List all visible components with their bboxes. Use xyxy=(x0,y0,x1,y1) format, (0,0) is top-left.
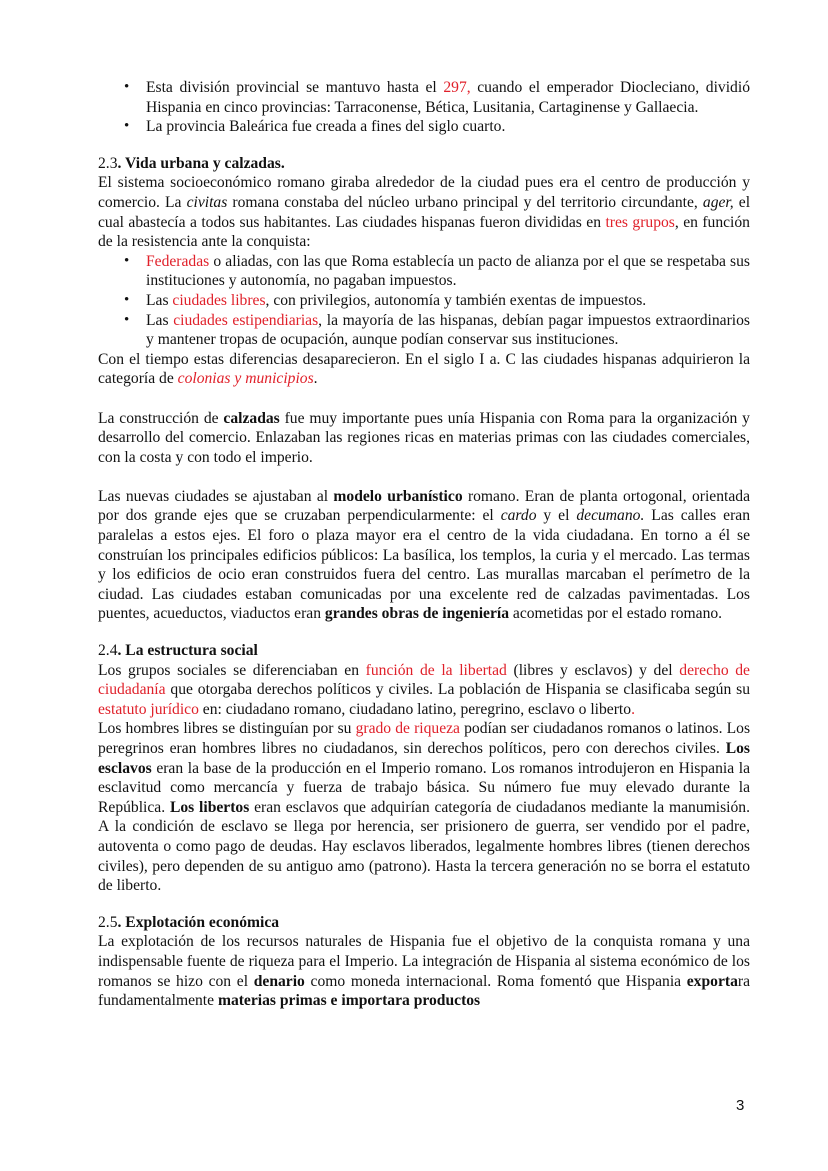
emphasis-text: decumano. xyxy=(576,507,645,525)
text-run: ra fundamentalmente xyxy=(98,972,750,1010)
text-run: Las xyxy=(146,291,173,309)
text-run: Con el tiempo estas diferencias desaparecieron. En el siglo I a. C las ciudades hispanas adquirieron la categoría de xyxy=(98,350,750,388)
text-run: el cual abastecía a todos sus habitantes. Las ciudades hispanas fueron divididas en xyxy=(98,193,751,231)
text-run: El sistema socioeconómico romano giraba alrededor de la ciudad pues era el centro de producción y comercio. La xyxy=(98,174,750,211)
list-item xyxy=(146,291,750,311)
paragraph xyxy=(98,350,750,389)
emphasis-text: ciudades estipendiarias xyxy=(173,311,319,329)
paragraph xyxy=(98,932,750,1010)
section-heading xyxy=(98,641,750,661)
emphasis-text: Los esclavos xyxy=(98,740,750,777)
emphasis-text: ciudades libres xyxy=(172,291,266,309)
text-run: romana constaba del núcleo urbano principal y del territorio circundante, xyxy=(227,193,703,211)
text-run: Las nuevas ciudades se ajustaban al xyxy=(98,487,334,505)
text-run: como moneda internacional. Roma fomentó que Hispania xyxy=(304,972,687,990)
text-run: (libres y esclavos) y del xyxy=(506,661,680,679)
text-run: 2.4 xyxy=(98,642,118,660)
text-run: eran la base de la producción en el Imperio romano. Los romanos introdujeron en Hispania la esclavitud como mercancía y fuerza de trabajo básica. Su número fue muy elevado durante la República. xyxy=(98,759,750,816)
bullet-list xyxy=(98,78,750,137)
section-heading xyxy=(98,913,750,933)
text-run: 2.5 xyxy=(98,913,118,931)
list-item xyxy=(146,311,750,350)
emphasis-text: función de la libertad xyxy=(365,661,507,679)
paragraph xyxy=(98,661,750,720)
text-run: Los hombres libres se distinguían por su xyxy=(98,720,356,738)
emphasis-text: tres grupos xyxy=(605,213,675,231)
emphasis-text: materias primas e importara productos xyxy=(217,992,481,1010)
emphasis-text: estatuto jurídico xyxy=(98,700,199,718)
text-run: . xyxy=(313,370,318,388)
text-run: podían ser ciudadanos romanos o latinos. Los peregrinos eran hombres libres no ciudadanos, sin derechos políticos, pero con derechos civiles. xyxy=(98,720,751,757)
emphasis-text: modelo urbanístico xyxy=(333,487,463,505)
text-run: Los grupos sociales se diferenciaban en xyxy=(98,661,366,679)
text-run: fue muy importante pues unía Hispania con Roma para la organización y desarrollo del comercio. Enlazaban las regiones ricas en materias primas con las ciudades comerciales, con la costa y con todo el imperio. xyxy=(98,409,750,466)
text-run: , la mayoría de las hispanas, debían pagar impuestos extraordinarios y mantener tropas de ocupación, aunque podían conservar sus instituciones. xyxy=(146,311,750,349)
list-item xyxy=(146,78,750,117)
document-body xyxy=(98,78,750,1011)
emphasis-text: denario xyxy=(253,972,305,990)
emphasis-text: colonias y municipios xyxy=(177,370,314,388)
emphasis-text: calzadas xyxy=(223,409,280,427)
text-run: romano. Eran de planta ortogonal, orientada por dos grande ejes que se cruzaban perpendicularmente: el xyxy=(98,487,750,525)
text-run: , con privilegios, autonomía y también exentas de impuestos. xyxy=(265,291,647,309)
section-heading xyxy=(98,154,750,174)
text-run: o aliadas, con las que Roma establecía un pacto de alianza por el que se respetaba sus instituciones y autonomía, no pagaban impuestos. xyxy=(146,252,750,290)
text-run: cuando el emperador Diocleciano, dividió Hispania en cinco provincias: Tarraconense, Bética, Lusitania, Cartaginense y Gallaecia. xyxy=(146,79,750,116)
emphasis-text: 297, xyxy=(443,79,471,96)
bullet-list xyxy=(98,252,750,350)
emphasis-text: . Explotación económica xyxy=(117,913,280,931)
emphasis-text: . La estructura social xyxy=(117,642,258,660)
text-run: La explotación de los recursos naturales de Hispania fue el objetivo de la conquista romana y una indispensable fuente de riqueza para el Imperio. La integración de Hispania al sistema económico de los romanos se hizo con el xyxy=(98,933,750,990)
text-run: Las xyxy=(146,311,174,329)
text-run: Esta división provincial se mantuvo hasta el xyxy=(146,79,444,96)
paragraph xyxy=(98,409,750,468)
text-run: Las calles eran paralelas a estos ejes. El foro o plaza mayor era el centro de la vida ciudadana. En torno a él se construían los principales edificios públicos: La basílica, los templos, la curia y el mercado. Las termas y los edificios de ocio eran construidos fuera del centro. Las murallas marcaban el perímetro de la ciudad. Las ciudades estaban comunicadas por una excelente red de calzadas pavimentadas. Los puentes, acueductos, viaductos eran xyxy=(98,507,750,623)
page-number: 3 xyxy=(736,1097,745,1114)
text-run: acometidas por el estado romano. xyxy=(509,605,723,623)
text-run: en: ciudadano romano, ciudadano latino, peregrino, esclavo o liberto xyxy=(198,700,632,718)
paragraph xyxy=(98,487,750,624)
text-run: y el xyxy=(536,507,577,525)
text-run: eran esclavos que adquirían categoría de ciudadanos mediante la manumisión. A la condición de esclavo se llega por herencia, ser prisionero de guerra, ser vendido por el padre, autoventa o como pago de deudas. Hay esclavos liberados, legalmente hombres libres (tienen derechos civiles), pero dependen de su antiguo amo (patrono). Hasta la tercera generación no se borra el estatuto de liberto. xyxy=(98,798,750,895)
emphasis-text: . Vida urbana y calzadas. xyxy=(117,154,285,172)
emphasis-text: grado de riqueza xyxy=(355,720,460,738)
emphasis-text: ager, xyxy=(702,193,734,211)
paragraph xyxy=(98,173,750,251)
emphasis-text: exporta xyxy=(686,972,738,990)
text-run: 2.3 xyxy=(98,154,118,172)
list-item xyxy=(146,252,750,291)
emphasis-text: Los libertos xyxy=(169,798,250,816)
text-run: , en función de la resistencia ante la conquista: xyxy=(98,213,750,251)
emphasis-text: . xyxy=(631,700,635,718)
emphasis-text: derecho de ciudadanía xyxy=(98,661,750,699)
emphasis-text: grandes obras de ingeniería xyxy=(324,605,510,623)
emphasis-text: civitas xyxy=(186,193,228,211)
emphasis-text: cardo xyxy=(500,507,537,525)
text-run: que otorgaba derechos políticos y civiles. La población de Hispania se clasificaba según su xyxy=(165,681,750,699)
emphasis-text: Federadas xyxy=(146,252,210,270)
list-item xyxy=(146,117,750,137)
text-run: La construcción de xyxy=(98,409,224,427)
paragraph xyxy=(98,719,750,895)
text-run: La provincia Baleárica fue creada a fines del siglo cuarto. xyxy=(146,118,506,136)
